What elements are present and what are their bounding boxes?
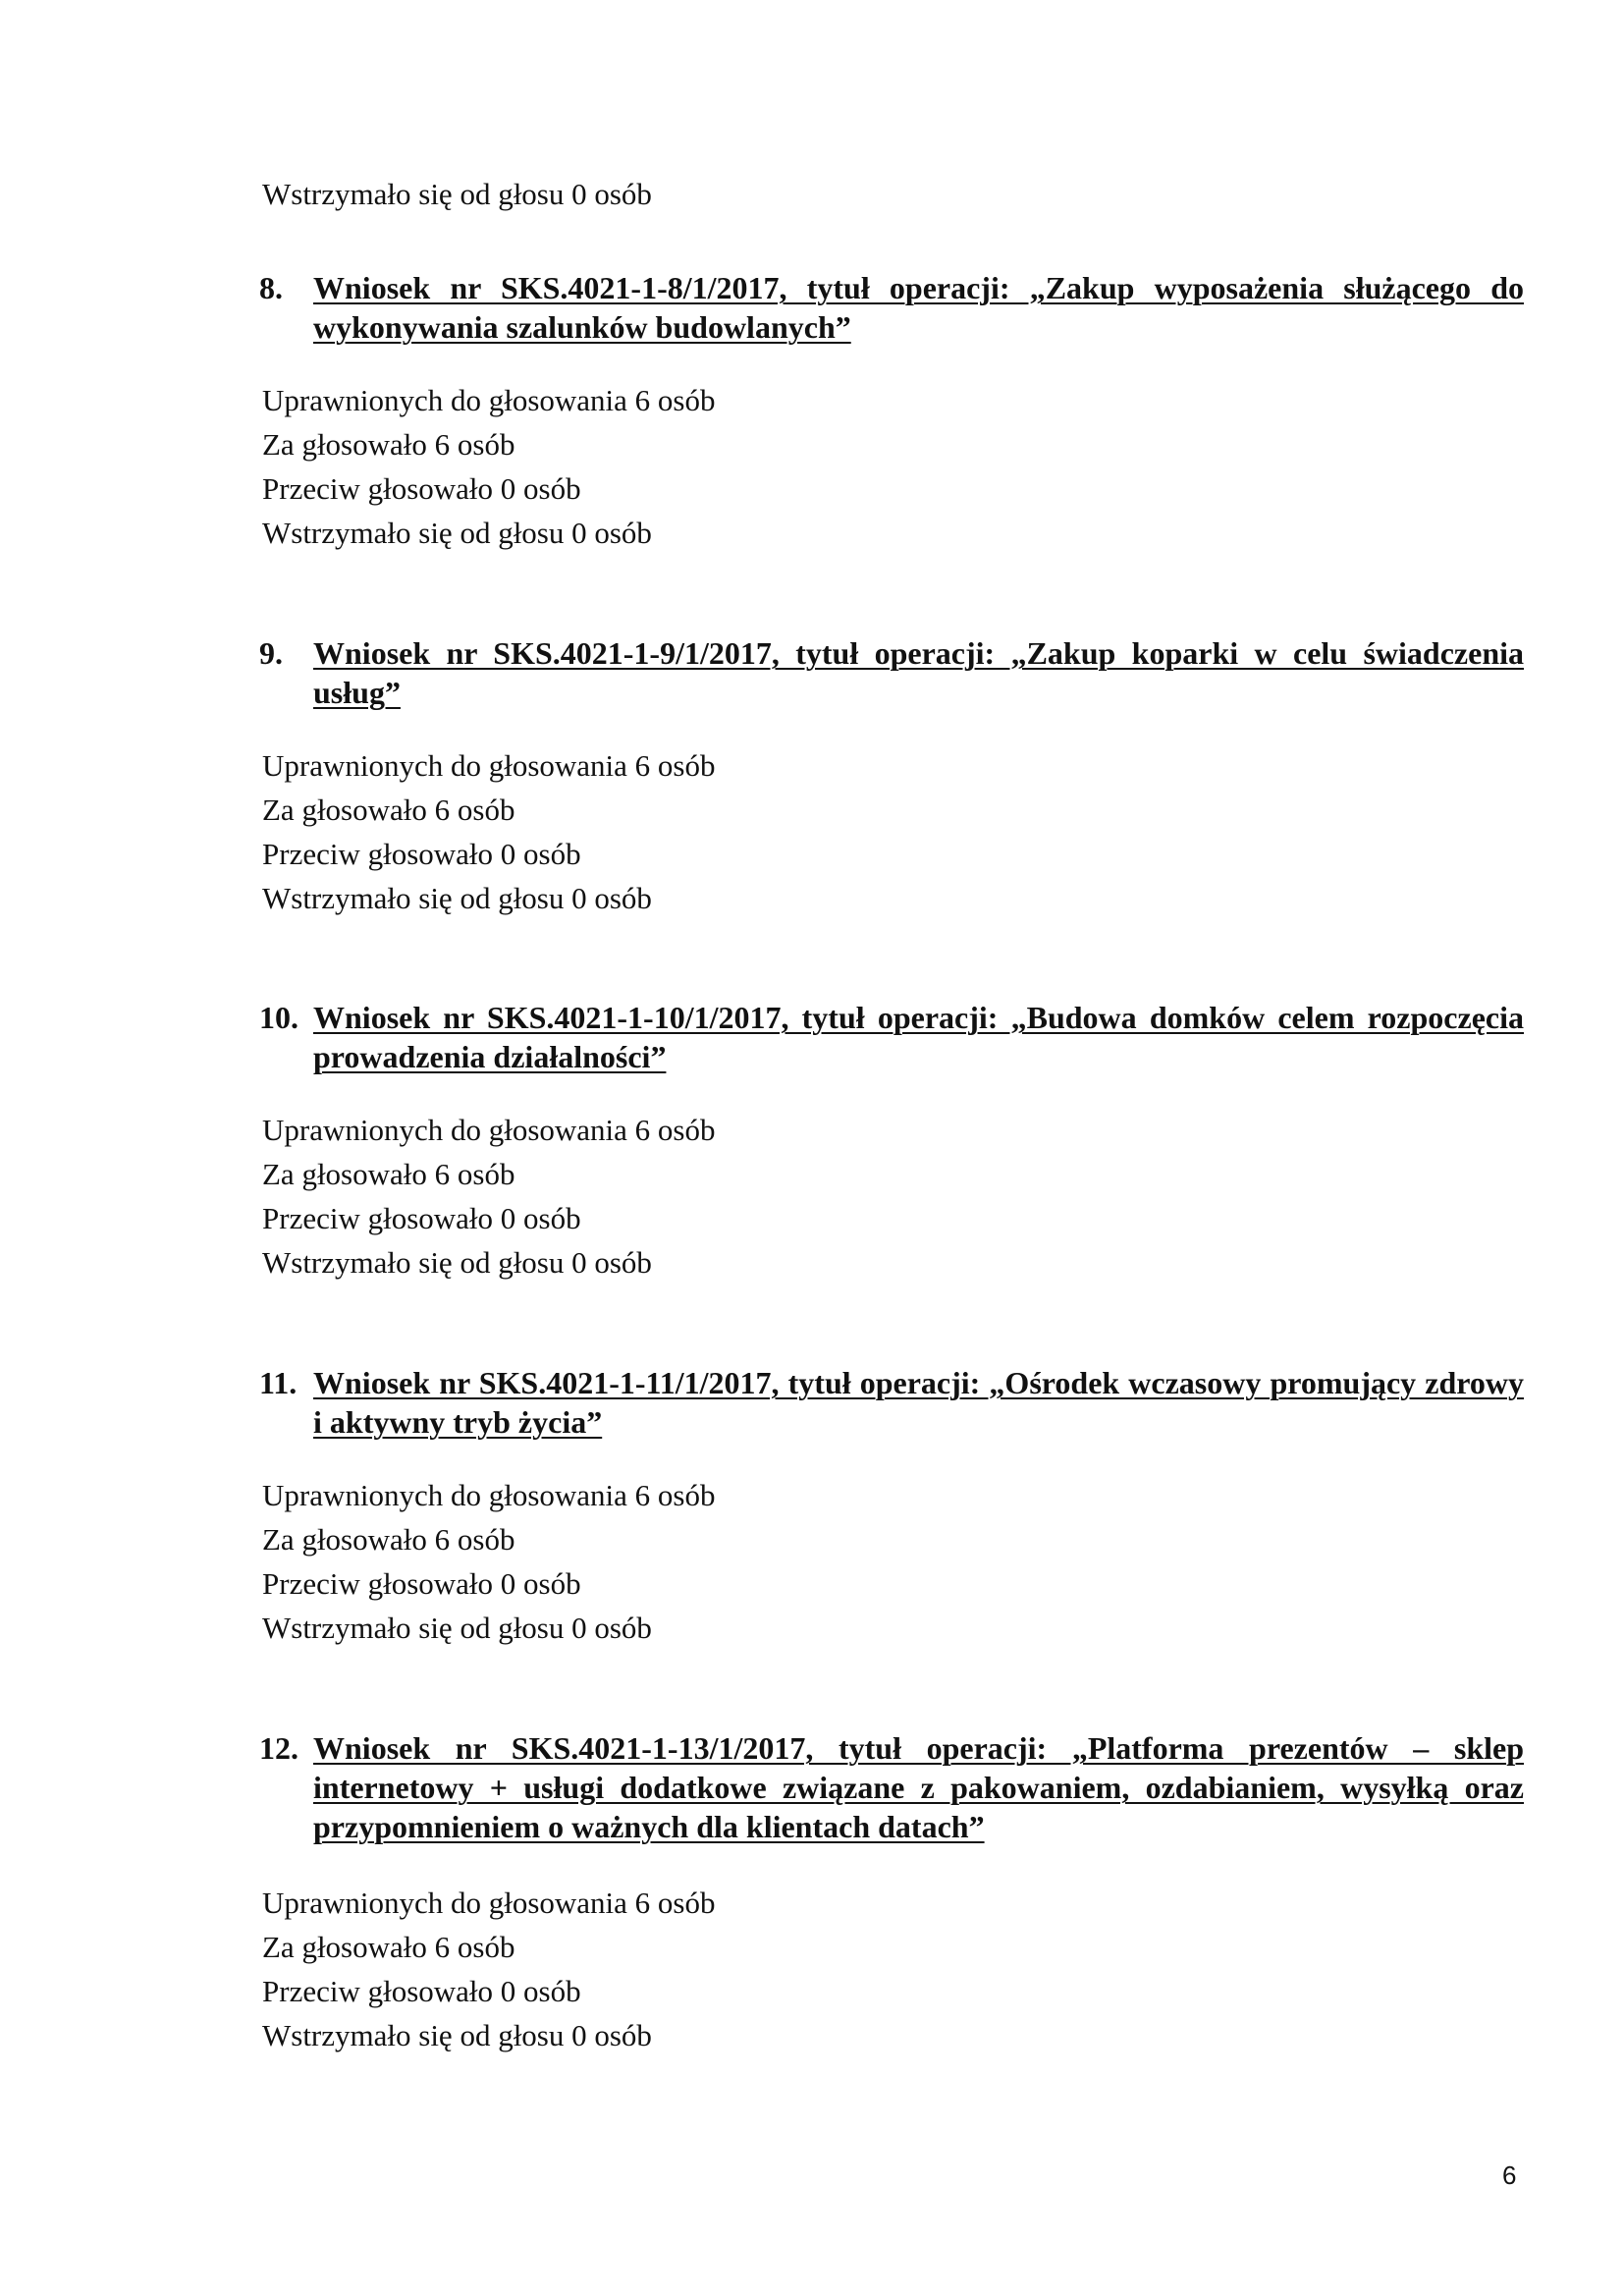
- abstained-line: Wstrzymało się od głosu 0 osób: [262, 881, 652, 915]
- item-title: Wniosek nr SKS.4021-1-11/1/2017, tytuł operacji: „Ośrodek wczasowy promujący zdrowy i aktywny tryb życia”: [313, 1365, 1524, 1440]
- for-line: Za głosowało 6 osób: [262, 427, 515, 462]
- item-number: 11.: [259, 1365, 298, 1400]
- against-line: Przeciw głosowało 0 osób: [262, 837, 581, 871]
- eligible-line: Uprawnionych do głosowania 6 osób: [262, 1886, 716, 1920]
- abstained-line: Wstrzymało się od głosu 0 osób: [262, 516, 652, 550]
- eligible-line: Uprawnionych do głosowania 6 osób: [262, 383, 716, 417]
- abstained-line: Wstrzymało się od głosu 0 osób: [262, 2018, 652, 2052]
- eligible-line: Uprawnionych do głosowania 6 osób: [262, 1113, 716, 1147]
- item-title: Wniosek nr SKS.4021-1-10/1/2017, tytuł operacji: „Budowa domków celem rozpoczęcia prowadzenia działalności”: [313, 1000, 1524, 1074]
- against-line: Przeciw głosowało 0 osób: [262, 1201, 581, 1235]
- item-title: Wniosek nr SKS.4021-1-9/1/2017, tytuł operacji: „Zakup koparki w celu świadczenia usług”: [313, 635, 1524, 710]
- item-number: 9.: [259, 635, 283, 671]
- item-title: Wniosek nr SKS.4021-1-13/1/2017, tytuł operacji: „Platforma prezentów – sklep internetowy + usługi dodatkowe związane z pakowaniem, ozdabianiem, wysyłką oraz przypomnieniem o ważnych dla klientach datach”: [313, 1730, 1524, 1844]
- item-number: 10.: [259, 1000, 298, 1035]
- abstained-line: Wstrzymało się od głosu 0 osób: [262, 1245, 652, 1280]
- for-line: Za głosowało 6 osób: [262, 1157, 515, 1191]
- against-line: Przeciw głosowało 0 osób: [262, 471, 581, 506]
- for-line: Za głosowało 6 osób: [262, 1930, 515, 1964]
- eligible-line: Uprawnionych do głosowania 6 osób: [262, 748, 716, 783]
- abstained-line: Wstrzymało się od głosu 0 osób: [262, 1611, 652, 1645]
- item-number: 12.: [259, 1730, 298, 1766]
- page-number: 6: [1502, 2160, 1517, 2190]
- against-line: Przeciw głosowało 0 osób: [262, 1974, 581, 2008]
- item-number: 8.: [259, 270, 283, 305]
- abstained-line: Wstrzymało się od głosu 0 osób: [262, 177, 652, 211]
- for-line: Za głosowało 6 osób: [262, 1522, 515, 1557]
- for-line: Za głosowało 6 osób: [262, 793, 515, 827]
- item-title: Wniosek nr SKS.4021-1-8/1/2017, tytuł operacji: „Zakup wyposażenia służącego do wykonywania szalunków budowlanych”: [313, 270, 1524, 345]
- against-line: Przeciw głosowało 0 osób: [262, 1566, 581, 1601]
- eligible-line: Uprawnionych do głosowania 6 osób: [262, 1478, 716, 1512]
